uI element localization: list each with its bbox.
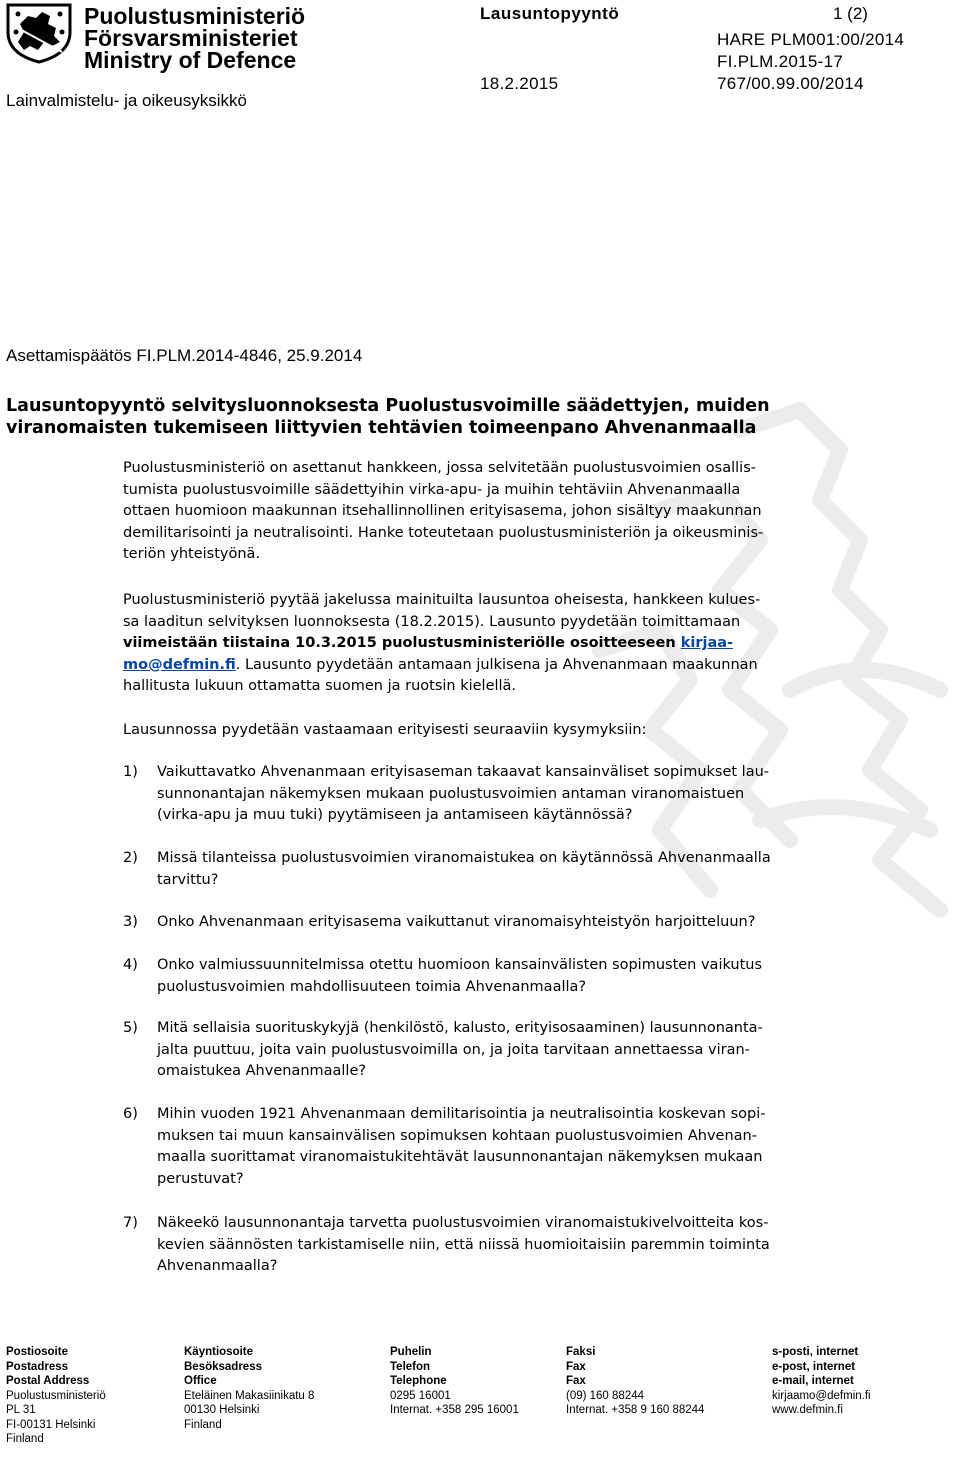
footer-heading: Puhelin bbox=[390, 1346, 432, 1358]
deadline-text: viimeistään tiistaina 10.3.2015 puolustusministeriölle osoitteeseen bbox=[123, 635, 681, 651]
question-number: 7) bbox=[123, 1215, 138, 1231]
question-text bbox=[157, 848, 935, 891]
question-text bbox=[157, 1104, 935, 1190]
question-number: 6) bbox=[123, 1106, 138, 1122]
question-line: puolustusvoimien mahdollisuuteen toimia Ahvenanmaalla? bbox=[157, 978, 587, 995]
reference-3: 767/00.99.00/2014 bbox=[717, 74, 864, 93]
question-line: sunnonantajan näkemyksen mukaan puolustusvoimien antaman viranomaistuen bbox=[157, 785, 745, 802]
text-line: Puolustusministeriö pyytää jakelussa mainituilta lausuntoa oheisesta, hankkeen kulues- bbox=[123, 592, 761, 608]
question-line: jalta puuttuu, joita vain puolustusvoimilla on, ja joita tarvitaan annettaessa viran- bbox=[157, 1041, 750, 1058]
title-line: Lausuntopyyntö selvitysluonnoksesta Puolustusvoimille säädettyjen, muiden bbox=[6, 396, 770, 416]
footer-value: 0295 16001 bbox=[390, 1389, 451, 1402]
question-line: Mitä sellaisia suorituskykyjä (henkilöstö, kalusto, erityisosaaminen) lausunnonanta- bbox=[157, 1020, 763, 1036]
question-line: muksen tai muun kansainvälisen sopimuksen kohtaan puolustusvoimien Ahvenan- bbox=[157, 1127, 757, 1144]
reference-2: FI.PLM.2015-17 bbox=[717, 52, 844, 71]
footer-value: Finland bbox=[184, 1418, 222, 1431]
footer-phone bbox=[390, 1345, 519, 1418]
question-text bbox=[157, 762, 935, 827]
paragraph-intro bbox=[123, 458, 935, 566]
title-line: viranomaisten tukemiseen liittyvien tehtävien toimeenpano Ahvenanmaalla bbox=[6, 418, 757, 438]
paragraph-questions-intro: Lausunnossa pyydetään vastaamaan erityisesti seuraaviin kysymyksiin: bbox=[123, 722, 647, 738]
question-text bbox=[157, 912, 935, 934]
unit-name: Lainvalmistelu- ja oikeusyksikkö bbox=[6, 91, 247, 110]
question-line: Missä tilanteissa puolustusvoimien viranomaistukea on käytännössä Ahvenanmaalla bbox=[157, 850, 771, 866]
footer-heading: Fax bbox=[566, 1375, 586, 1387]
footer-heading: e-mail, internet bbox=[772, 1375, 854, 1387]
paragraph-request bbox=[123, 590, 935, 698]
email-link[interactable]: kirjaa- bbox=[680, 635, 734, 651]
footer-heading: Faksi bbox=[566, 1346, 596, 1358]
footer-email bbox=[772, 1345, 871, 1418]
text-line: teriön yhteistyönä. bbox=[123, 546, 261, 562]
footer-heading: Telephone bbox=[390, 1375, 447, 1387]
question-item bbox=[123, 1213, 935, 1278]
question-line: omaistukea Ahvenanmaalle? bbox=[157, 1063, 367, 1079]
text-line: sa laaditun selvityksen luonnoksesta (18.2.2015). Lausunto pyydetään toimittamaan bbox=[123, 613, 741, 630]
question-line: kevien säännösten tarkistamiselle niin, että niissä huomioitaisiin paremmin toiminta bbox=[157, 1236, 770, 1253]
footer-fax bbox=[566, 1345, 704, 1418]
footer-heading: Postadress bbox=[6, 1360, 69, 1373]
question-line: Onko Ahvenanmaan erityisasema vaikuttanut viranomaisyhteistyön harjoitteluun? bbox=[157, 914, 756, 930]
question-line: perustuvat? bbox=[157, 1170, 244, 1187]
footer-value: Internat. +358 9 160 88244 bbox=[566, 1404, 705, 1416]
footer-value[interactable]: www.defmin.fi bbox=[772, 1404, 843, 1416]
question-text bbox=[157, 1018, 935, 1083]
question-line: Näkeekö lausunnonantaja tarvetta puolustusvoimien viranomaistukivelvoitteita kos- bbox=[157, 1215, 769, 1231]
text-line: Puolustusministeriö on asettanut hankkeen, jossa selvitetään puolustusvoimien osallis- bbox=[123, 460, 756, 476]
question-text bbox=[157, 1213, 935, 1278]
question-line: Onko valmiussuunnitelmissa otettu huomioon kansainvälisten sopimusten vaikutus bbox=[157, 957, 763, 973]
footer-value[interactable]: kirjaamo@defmin.fi bbox=[772, 1389, 871, 1402]
question-line: maalla suorittamat viranomaistukitehtävät lausunnonantajan näkemyksen mukaan bbox=[157, 1149, 763, 1165]
footer-value: FI-00131 Helsinki bbox=[6, 1418, 96, 1431]
question-number: 1) bbox=[123, 764, 138, 780]
text-line: tumista puolustusvoimille säädettyihin virka-apu- ja muihin tehtäviin Ahvenanmaalla bbox=[123, 481, 741, 498]
ministry-name-sv: Försvarsministeriet bbox=[84, 25, 298, 51]
question-line: Mihin vuoden 1921 Ahvenanmaan demilitarisointia ja neutralisointia koskevan sopi- bbox=[157, 1106, 766, 1122]
footer-value: Puolustusministeriö bbox=[6, 1389, 106, 1402]
footer-heading: Besöksadress bbox=[184, 1360, 262, 1373]
question-text bbox=[157, 955, 935, 998]
question-number: 4) bbox=[123, 957, 138, 973]
question-item bbox=[123, 955, 935, 998]
question-item bbox=[123, 762, 935, 827]
footer-value: Finland bbox=[6, 1433, 44, 1445]
ministry-name-en: Ministry of Defence bbox=[84, 47, 297, 73]
footer-postal bbox=[6, 1345, 106, 1447]
question-item bbox=[123, 912, 935, 934]
request-text: . Lausunto pyydetään antamaan julkisena ja Ahvenanmaan maakunnan bbox=[235, 656, 758, 673]
text-line: hallitusta lukuun ottamatta suomen ja ruotsin kielellä. bbox=[123, 678, 517, 694]
footer-heading: s-posti, internet bbox=[772, 1346, 859, 1358]
question-number: 2) bbox=[123, 850, 138, 866]
question-item bbox=[123, 848, 935, 891]
text-line-deadline bbox=[123, 633, 935, 655]
footer-heading: Postiosoite bbox=[6, 1346, 68, 1358]
footer-heading: Telefon bbox=[390, 1360, 431, 1373]
question-item bbox=[123, 1104, 935, 1190]
question-line: tarvittu? bbox=[157, 871, 219, 888]
text-line bbox=[123, 655, 935, 677]
footer-value: Internat. +358 295 16001 bbox=[390, 1404, 519, 1416]
question-number: 5) bbox=[123, 1020, 138, 1036]
document-title bbox=[6, 395, 906, 439]
question-line: Ahvenanmaalla? bbox=[157, 1258, 278, 1274]
footer-heading: Fax bbox=[566, 1360, 586, 1373]
page-number: 1 (2) bbox=[833, 4, 868, 23]
question-number: 3) bbox=[123, 914, 138, 930]
footer-value: 00130 Helsinki bbox=[184, 1404, 260, 1416]
footer-heading: Käyntiosoite bbox=[184, 1346, 254, 1358]
text-line: demilitarisointi ja neutralisointi. Hanke toteutetaan puolustusministeriön ja oikeusminis- bbox=[123, 524, 764, 541]
document-type: Lausuntopyyntö bbox=[480, 4, 620, 23]
footer-heading: e-post, internet bbox=[772, 1360, 856, 1373]
footer-heading: Postal Address bbox=[6, 1375, 90, 1387]
footer-value: (09) 160 88244 bbox=[566, 1389, 645, 1402]
email-link-cont[interactable]: mo@defmin.fi bbox=[123, 656, 236, 673]
question-line: Vaikuttavatko Ahvenanmaan erityisaseman takaavat kansainväliset sopimukset lau- bbox=[157, 764, 770, 780]
footer-value: PL 31 bbox=[6, 1404, 36, 1416]
coat-of-arms-logo bbox=[4, 2, 74, 64]
question-item bbox=[123, 1018, 935, 1083]
footer-heading: Office bbox=[184, 1375, 217, 1387]
text-line: ottaen huomioon maakunnan itsehallinnollinen erityisasema, johon sisältyy maakunnan bbox=[123, 503, 762, 519]
footer-office bbox=[184, 1345, 314, 1432]
document-date: 18.2.2015 bbox=[480, 74, 559, 93]
footer-value: Eteläinen Makasiinikatu 8 bbox=[184, 1389, 315, 1402]
ministry-name-fi: Puolustusministeriö bbox=[84, 3, 306, 29]
decision-reference: Asettamispäätös FI.PLM.2014-4846, 25.9.2014 bbox=[6, 346, 363, 365]
reference-1: HARE PLM001:00/2014 bbox=[717, 30, 905, 49]
question-line: (virka-apu ja muu tuki) pyytämiseen ja antamiseen käytännössä? bbox=[157, 807, 633, 823]
